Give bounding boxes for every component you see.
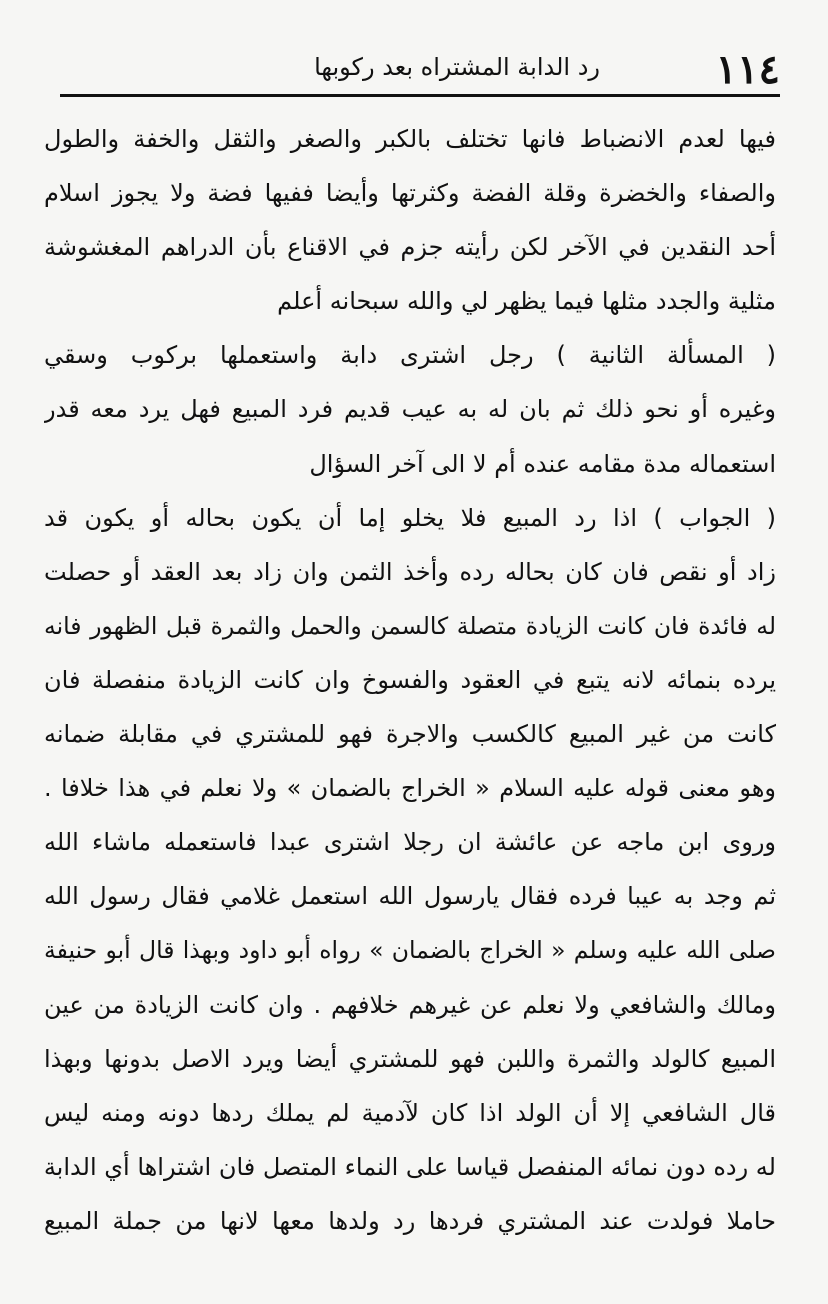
text-line: صلى الله عليه وسلم « الخراج بالضمان » رواه أبو داود وبهذا قال أبو حنيفة [44,936,776,965]
text-line: وروى ابن ماجه عن عائشة ان رجلا اشترى عبدا فاستعمله ماشاء الله [44,828,776,857]
text-line: والصفاء والخضرة وقلة الفضة وكثرتها وأيضا ففيها فضة ولا يجوز اسلام [44,179,776,208]
text-line: حاملا فولدت عند المشتري فردها رد ولدها معها لانها من جملة المبيع [44,1206,776,1235]
running-title: رد الدابة المشتراه بعد ركوبها [314,53,600,81]
text-line: يرده بنمائه لانه يتبع في العقود والفسوخ وان كانت الزيادة منفصلة فان [44,665,776,694]
text-line: ( الجواب ) اذا رد المبيع فلا يخلو إما أن يكون بحاله أو يكون قد [44,503,776,532]
text-line: زاد أو نقص فان كان بحاله رده وأخذ الثمن وان زاد بعد العقد أو حصلت [44,557,776,586]
text-line: وهو معنى قوله عليه السلام « الخراج بالضمان » ولا نعلم في هذا خلافا . [44,774,776,803]
text-line: قال الشافعي إلا أن الولد اذا كان لآدمية لم يملك ردها دونه ومنه ليس [44,1098,776,1127]
text-line: المبيع كالولد والثمرة واللبن فهو للمشتري أيضا ويرد الاصل بدونها وبهذا [44,1044,776,1073]
text-line: استعماله مدة مقامه عنده أم لا الى آخر السؤال [309,449,776,478]
page-number: ١١٤ [715,46,780,93]
text-line: مثلية والجدد مثلها فيما يظهر لي والله سبحانه أعلم [277,287,776,316]
text-line: ومالك والشافعي ولا نعلم عن غيرهم خلافهم . وان كانت الزيادة من عين [44,990,776,1019]
text-line: ( المسألة الثانية ) رجل اشترى دابة واستعملها بركوب وسقي [44,341,776,370]
header-rule [60,94,780,97]
text-line: فيها لعدم الانضباط فانها تختلف بالكبر والصغر والثقل والخفة والطول [44,125,776,153]
text-line: له رده دون نمائه المنفصل قياسا على النماء المتصل فان اشتراها أي الدابة [44,1152,776,1181]
text-line: له فائدة فان كانت الزيادة متصلة كالسمن والحمل والثمرة قبل الظهور فانه [44,611,776,640]
text-line: وغيره أو نحو ذلك ثم بان له به عيب قديم فرد المبيع فهل يرد معه قدر [44,395,776,424]
page-header [60,40,780,93]
text-line: كانت من غير المبيع كالكسب والاجرة فهو للمشتري في مقابلة ضمانه [44,720,776,749]
body-text [44,112,776,1248]
text-line: أحد النقدين في الآخر لكن رأيته جزم في الاقناع بأن الدراهم المغشوشة [44,233,776,262]
text-line: ثم وجد به عيبا فرده فقال يارسول الله استعمل غلامي فقال رسول الله [44,882,776,911]
